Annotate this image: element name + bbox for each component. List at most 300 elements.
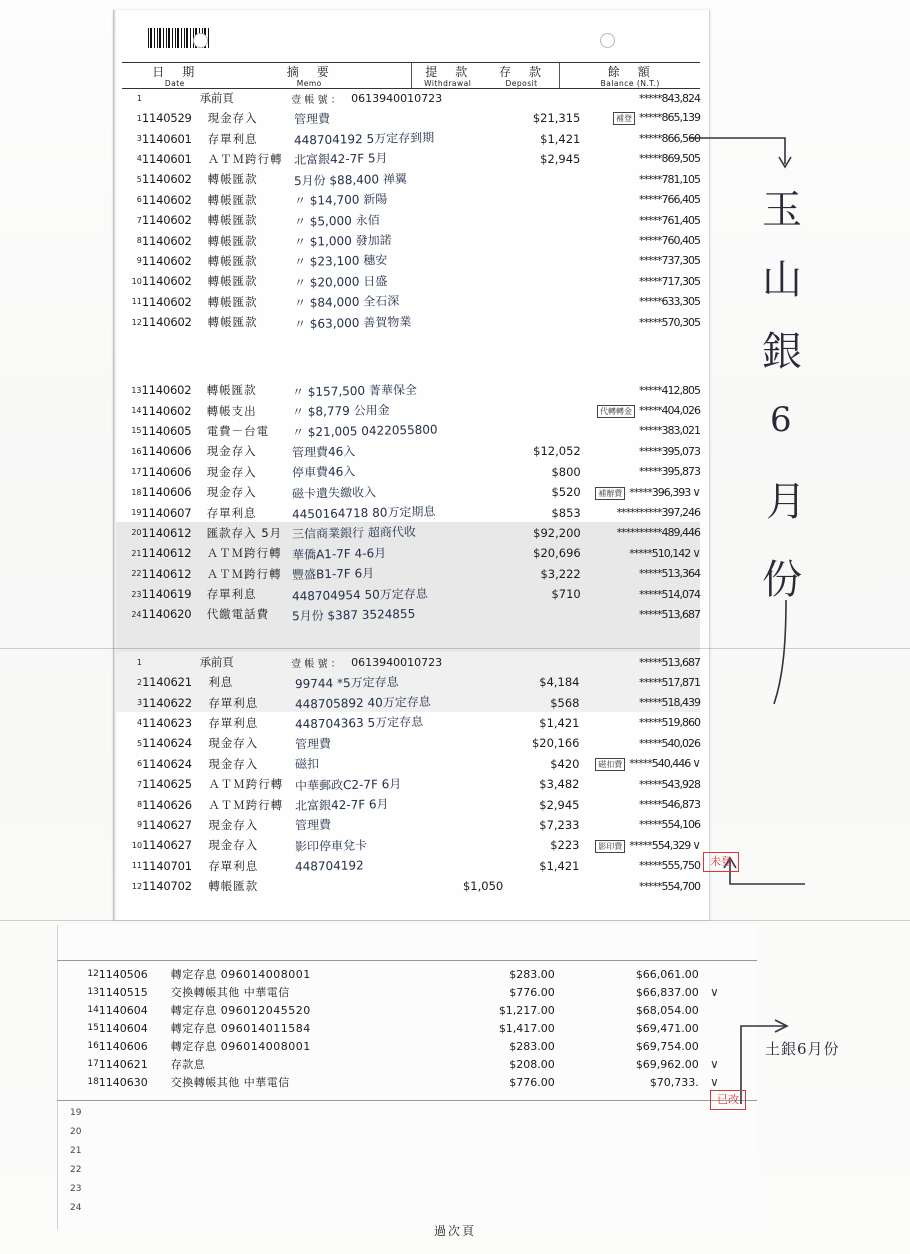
cell-withdrawal bbox=[438, 462, 506, 482]
cell-withdrawal bbox=[431, 835, 503, 855]
cell-balance: 補辦費 *****396,393 ∨ bbox=[581, 482, 700, 502]
cell-memo: 現金存入 bbox=[206, 464, 257, 479]
cell-date: 1140601 bbox=[141, 151, 192, 166]
statement-empty-row-number: 19 bbox=[70, 1108, 82, 1118]
cell-handwritten-note: 〃 $63,000 善賀物業 bbox=[293, 314, 411, 331]
row-number: 22 bbox=[131, 569, 142, 579]
cell-withdrawal bbox=[434, 169, 505, 189]
cell-date: 1140529 bbox=[141, 111, 192, 126]
table-row bbox=[122, 251, 700, 271]
cell-date: 1140602 bbox=[141, 315, 192, 330]
memo-stamp: 影印費 bbox=[595, 840, 625, 853]
cell-withdrawal bbox=[431, 672, 503, 692]
passbook-header-table bbox=[122, 62, 700, 89]
cell-date: 1140606 bbox=[141, 444, 192, 459]
cell-deposit bbox=[505, 190, 581, 210]
cell-balance: **********489,446 bbox=[616, 526, 700, 540]
table-row bbox=[122, 462, 700, 482]
cell-amount: $283.00 bbox=[509, 1039, 555, 1053]
cell-deposit: $2,945 bbox=[540, 151, 581, 166]
cell-withdrawal bbox=[434, 312, 505, 332]
cell-withdrawal: $1,050 bbox=[462, 879, 504, 894]
cell-balance: *****513,687 bbox=[639, 607, 700, 621]
row-number: 12 bbox=[131, 881, 143, 891]
statement-empty-row-number: 21 bbox=[70, 1146, 82, 1156]
statement-bottom-rule bbox=[57, 1100, 757, 1101]
cell-date: 1140602 bbox=[141, 213, 192, 228]
table-row bbox=[122, 835, 700, 855]
carry-forward-account-label: 壹 帳 號 ： bbox=[291, 94, 341, 106]
table-row bbox=[122, 380, 700, 400]
cell-memo: ＡＴＭ跨行轉 bbox=[206, 546, 282, 561]
table-row bbox=[122, 564, 700, 584]
check-mark: ∨ bbox=[692, 756, 700, 771]
cell-memo: 現金存入 bbox=[206, 444, 257, 459]
header-date: 日 期 Date bbox=[142, 63, 208, 89]
passbook-rows-lower bbox=[122, 672, 700, 896]
cell-date: 1140602 bbox=[141, 403, 192, 418]
cell-memo: 現金存入 bbox=[208, 736, 259, 751]
cell-memo: 轉帳匯款 bbox=[207, 172, 258, 187]
cell-balance: $66,837.00 bbox=[635, 985, 699, 999]
cell-date: 1140612 bbox=[141, 546, 192, 561]
check-mark bbox=[699, 1001, 730, 1019]
row-number: 13 bbox=[131, 385, 142, 395]
cell-date: 1140622 bbox=[142, 695, 192, 710]
annotation-char-3: 銀 bbox=[762, 329, 802, 375]
cell-balance: *****543,928 bbox=[639, 777, 700, 791]
annotation-small-label: 土銀6月份 bbox=[765, 1040, 840, 1058]
row-number: 11 bbox=[131, 861, 143, 871]
row-number: 4 bbox=[136, 718, 143, 728]
cell-deposit: $2,945 bbox=[539, 797, 580, 812]
table-row bbox=[122, 672, 700, 692]
passbook-column-headers bbox=[122, 63, 700, 89]
carry-forward-balance-2: *****513,687 bbox=[639, 655, 700, 669]
row-number: 10 bbox=[131, 276, 142, 286]
cell-date: 1140624 bbox=[142, 756, 192, 771]
cell-withdrawal bbox=[438, 604, 506, 624]
cell-deposit bbox=[503, 876, 579, 896]
row-number: 9 bbox=[136, 820, 143, 830]
cell-deposit bbox=[506, 380, 581, 400]
table-row bbox=[122, 815, 700, 835]
table-row bbox=[70, 1073, 730, 1091]
cell-handwritten-note: 停車費46入 bbox=[292, 464, 356, 480]
cell-balance: 影印費 *****554,329 ∨ bbox=[580, 835, 701, 855]
cell-balance: *****514,074 bbox=[639, 587, 700, 601]
cell-date: 1140604 bbox=[98, 1021, 148, 1035]
cell-handwritten-note: 〃 $1,000 發加諾 bbox=[293, 233, 392, 250]
cell-balance: $69,962.00 bbox=[635, 1057, 699, 1071]
header-spacer bbox=[122, 63, 142, 89]
row-number: 20 bbox=[131, 528, 142, 538]
cell-date: 1140621 bbox=[142, 675, 192, 690]
cell-deposit: $12,052 bbox=[533, 444, 581, 459]
cell-date: 1140612 bbox=[141, 525, 192, 540]
row-number: 18 bbox=[131, 487, 142, 497]
row-number: 24 bbox=[131, 609, 142, 619]
cell-deposit: $710 bbox=[551, 587, 581, 602]
row-number: 8 bbox=[136, 236, 142, 246]
cell-withdrawal bbox=[438, 502, 506, 522]
table-row bbox=[122, 312, 700, 332]
table-row bbox=[122, 604, 700, 624]
row-number: 14 bbox=[131, 406, 142, 416]
cell-handwritten-note: 〃 $23,100 穗安 bbox=[293, 253, 387, 270]
punch-hole-left bbox=[193, 33, 208, 48]
cell-deposit bbox=[505, 271, 581, 291]
cell-memo: 現金存入 bbox=[208, 756, 259, 771]
cell-memo: 交換轉帳其他 中華電信 bbox=[170, 986, 290, 999]
cell-balance: $69,471.00 bbox=[635, 1021, 699, 1035]
table-row bbox=[122, 190, 700, 210]
cell-withdrawal bbox=[431, 794, 503, 814]
statement-empty-row-number: 23 bbox=[70, 1184, 82, 1194]
cell-date: 1140623 bbox=[142, 715, 192, 730]
header-balance: 餘 額 Balance (N.T.) bbox=[560, 63, 700, 89]
row-number: 18 bbox=[87, 1077, 99, 1087]
row-number: 4 bbox=[136, 154, 142, 164]
cell-withdrawal bbox=[438, 482, 506, 502]
cell-date: 1140602 bbox=[141, 274, 192, 289]
header-withdrawal: 提 款 Withdrawal bbox=[411, 63, 483, 89]
row-number: 2 bbox=[136, 677, 143, 687]
table-row bbox=[122, 108, 700, 128]
row-number: 15 bbox=[87, 1023, 99, 1033]
memo-stamp: 代轉轉金 bbox=[597, 405, 635, 418]
cell-handwritten-note: 〃 $8,779 公用金 bbox=[292, 403, 390, 420]
table-row bbox=[122, 230, 700, 250]
cell-date: 1140624 bbox=[142, 736, 192, 751]
table-row bbox=[122, 584, 700, 604]
cell-deposit: $420 bbox=[550, 756, 580, 771]
cell-memo: 存單利息 bbox=[208, 858, 259, 873]
cell-date: 1140602 bbox=[141, 192, 192, 207]
cell-withdrawal bbox=[438, 523, 506, 543]
annotation-char-5: 月 bbox=[766, 479, 806, 525]
cell-handwritten-note: 〃 $21,005 0422055800 bbox=[292, 422, 438, 440]
cell-balance: $68,054.00 bbox=[635, 1003, 699, 1017]
cell-deposit: $92,200 bbox=[533, 525, 581, 540]
cell-date: 1140621 bbox=[98, 1057, 148, 1071]
cell-date: 1140626 bbox=[142, 797, 192, 812]
carry-forward-account-label-2: 壹 帳 號 ： bbox=[291, 658, 341, 670]
table-row bbox=[122, 421, 700, 441]
cell-withdrawal bbox=[434, 149, 505, 169]
cell-balance: *****766,405 bbox=[639, 193, 700, 207]
table-row bbox=[122, 543, 700, 563]
cell-withdrawal bbox=[434, 128, 505, 148]
cell-balance: 磁扣費 *****540,446 ∨ bbox=[580, 754, 701, 774]
carry-forward-account-no-2: 0613940010723 bbox=[351, 655, 443, 669]
cell-deposit bbox=[506, 421, 581, 441]
row-number: 3 bbox=[136, 134, 142, 144]
cell-handwritten-note: 管理費46入 bbox=[292, 444, 356, 460]
row-number: 23 bbox=[131, 589, 142, 599]
cell-date: 1140627 bbox=[142, 838, 192, 853]
cell-memo: ＡＴＭ跨行轉 bbox=[208, 797, 284, 812]
table-row bbox=[122, 692, 700, 712]
cell-date: 1140702 bbox=[142, 879, 192, 894]
row-number: 15 bbox=[131, 426, 142, 436]
cell-withdrawal bbox=[434, 210, 505, 230]
cell-amount: $776.00 bbox=[509, 985, 555, 999]
cell-memo: 現金存入 bbox=[206, 485, 257, 500]
row-number: 11 bbox=[131, 297, 142, 307]
cell-withdrawal bbox=[431, 856, 503, 876]
row-number: 12 bbox=[87, 969, 99, 979]
cell-withdrawal bbox=[438, 441, 506, 461]
cell-deposit: $1,421 bbox=[540, 131, 581, 146]
cell-deposit bbox=[506, 400, 581, 420]
footer-note: 過次頁 bbox=[433, 1224, 476, 1238]
cell-balance: *****866,560 bbox=[639, 132, 700, 146]
cell-memo: 轉帳匯款 bbox=[207, 253, 258, 268]
cell-deposit: $1,421 bbox=[539, 715, 580, 730]
cell-date: 1140627 bbox=[142, 817, 192, 832]
row-number: 1 bbox=[136, 93, 142, 103]
cell-balance: *****555,750 bbox=[639, 859, 700, 873]
cell-handwritten-note: 448704954 50万定存息 bbox=[292, 586, 429, 604]
cell-memo: 轉定存息 096012045520 bbox=[170, 1004, 311, 1017]
cell-memo: 存單利息 bbox=[206, 587, 257, 602]
cell-handwritten-note: 448704192 bbox=[294, 857, 364, 874]
row-number: 7 bbox=[136, 215, 142, 225]
memo-stamp: 補登 bbox=[613, 112, 635, 125]
cell-date: 1140602 bbox=[141, 172, 192, 187]
cell-deposit: $853 bbox=[551, 505, 581, 520]
row-number: 3 bbox=[136, 698, 143, 708]
statement-empty-row-number: 22 bbox=[70, 1165, 82, 1175]
table-row bbox=[70, 1001, 730, 1019]
cell-balance: *****760,405 bbox=[639, 234, 700, 248]
table-row bbox=[122, 876, 700, 896]
cell-balance: 補登 *****865,139 bbox=[580, 108, 700, 128]
cell-deposit bbox=[505, 210, 581, 230]
cell-balance: $69,754.00 bbox=[635, 1039, 699, 1053]
cell-withdrawal bbox=[438, 421, 506, 441]
annotation-char-1: 玉 bbox=[762, 187, 802, 233]
cell-withdrawal bbox=[431, 713, 503, 733]
cell-balance: *****383,021 bbox=[639, 424, 700, 438]
cell-balance: *****540,026 bbox=[639, 736, 700, 750]
cell-amount: $776.00 bbox=[509, 1075, 555, 1089]
cell-memo: 轉帳匯款 bbox=[206, 383, 257, 398]
cell-date: 1140605 bbox=[141, 423, 192, 438]
carry-forward-label-2: 承前頁 bbox=[199, 655, 234, 670]
red-stamp-unposted: 未登 bbox=[703, 852, 739, 872]
table-row bbox=[122, 502, 700, 522]
cell-date: 1140602 bbox=[141, 294, 192, 309]
cell-date: 1140606 bbox=[98, 1039, 148, 1053]
cell-balance: **********397,246 bbox=[616, 506, 700, 520]
row-number: 17 bbox=[131, 467, 142, 477]
cell-withdrawal bbox=[438, 564, 506, 584]
cell-deposit bbox=[505, 312, 581, 332]
carry-forward-account-no: 0613940010723 bbox=[351, 91, 443, 105]
cell-memo: 存款息 bbox=[170, 1058, 206, 1071]
cell-balance: *****395,073 bbox=[639, 444, 700, 458]
cell-balance: *****518,439 bbox=[639, 696, 700, 710]
cell-memo: ＡＴＭ跨行轉 bbox=[206, 566, 282, 581]
cell-handwritten-note: 北富銀42-7F 6月 bbox=[294, 797, 389, 814]
row-number: 16 bbox=[87, 1041, 99, 1051]
table-row bbox=[70, 1019, 730, 1037]
cell-deposit: $520 bbox=[551, 485, 581, 500]
cell-balance: *****869,505 bbox=[639, 152, 700, 166]
row-number: 9 bbox=[136, 256, 142, 266]
check-mark: ∨ bbox=[710, 1075, 719, 1089]
cell-withdrawal bbox=[434, 190, 505, 210]
cell-handwritten-note: 99744 *5万定存息 bbox=[294, 674, 399, 691]
passbook-rows-middle bbox=[122, 380, 700, 625]
cell-memo: 轉定存息 096014008001 bbox=[170, 968, 311, 981]
cell-deposit: $1,421 bbox=[539, 858, 580, 873]
row-number: 12 bbox=[131, 317, 142, 327]
row-number: 16 bbox=[131, 446, 142, 456]
cell-balance: *****395,873 bbox=[639, 465, 700, 479]
cell-withdrawal bbox=[431, 815, 503, 835]
check-mark: ∨ bbox=[692, 837, 700, 852]
carry-forward-row-1 bbox=[122, 88, 700, 108]
cell-balance: *****717,305 bbox=[639, 274, 700, 288]
red-stamp-corrected: 已改 bbox=[710, 1090, 746, 1110]
cell-handwritten-note: 〃 $20,000 日盛 bbox=[293, 273, 387, 290]
cell-deposit bbox=[505, 169, 581, 189]
cell-balance: *****546,873 bbox=[639, 798, 700, 812]
header-deposit: 存 款 Deposit bbox=[484, 63, 560, 89]
cell-withdrawal bbox=[434, 251, 505, 271]
cell-deposit: $3,222 bbox=[540, 566, 581, 581]
cell-date: 1140701 bbox=[142, 858, 192, 873]
cell-amount: $1,217.00 bbox=[498, 1003, 555, 1017]
cell-amount: $283.00 bbox=[509, 967, 555, 981]
cell-memo: 轉帳支出 bbox=[206, 403, 257, 418]
check-mark: ∨ bbox=[692, 484, 700, 499]
cell-handwritten-note: 管理費 bbox=[294, 818, 331, 833]
cell-handwritten-note: 華僑A1-7F 4-6月 bbox=[292, 545, 387, 562]
row-number: 21 bbox=[131, 548, 142, 558]
table-row bbox=[122, 128, 700, 148]
cell-date: 1140620 bbox=[141, 607, 192, 622]
table-row bbox=[122, 794, 700, 814]
cell-withdrawal bbox=[434, 230, 505, 250]
cell-deposit bbox=[505, 251, 581, 271]
cell-memo: 轉定存息 096014011584 bbox=[170, 1022, 311, 1035]
row-number: 5 bbox=[136, 738, 143, 748]
cell-balance: *****570,305 bbox=[639, 315, 700, 329]
cell-deposit: $3,482 bbox=[539, 777, 580, 792]
cell-deposit: $7,233 bbox=[539, 817, 580, 832]
cell-balance: *****517,871 bbox=[639, 675, 700, 689]
cell-memo: 轉帳匯款 bbox=[207, 294, 258, 309]
cell-withdrawal bbox=[431, 733, 503, 753]
cell-handwritten-note: 豐盛B1-7F 6月 bbox=[292, 566, 375, 583]
cell-balance: *****513,364 bbox=[639, 567, 700, 581]
row-number: 5 bbox=[136, 174, 142, 184]
cell-balance: 代轉轉金 *****404,026 bbox=[581, 400, 700, 420]
memo-stamp: 補辦費 bbox=[595, 487, 625, 500]
cell-handwritten-note: 5月份 $88,400 禅翼 bbox=[293, 171, 407, 189]
cell-handwritten-note: 448705892 40万定存息 bbox=[294, 694, 431, 712]
cell-handwritten-note: 〃 $5,000 永佰 bbox=[293, 212, 380, 229]
table-row bbox=[122, 754, 700, 774]
cell-memo: 存單利息 bbox=[206, 505, 257, 520]
cell-deposit bbox=[505, 230, 581, 250]
cell-amount: $1,417.00 bbox=[498, 1021, 555, 1035]
cell-balance: *****510,142 ∨ bbox=[629, 546, 700, 561]
annotation-long-stroke bbox=[772, 600, 812, 710]
cell-memo: 現金存入 bbox=[208, 817, 259, 832]
cell-withdrawal bbox=[434, 108, 505, 128]
table-row bbox=[122, 169, 700, 189]
cell-handwritten-note: 448704363 5万定存息 bbox=[294, 715, 423, 732]
cell-balance: *****781,105 bbox=[639, 172, 700, 186]
cell-memo: 電費－台電 bbox=[206, 423, 270, 438]
cell-memo: 交換轉帳其他 中華電信 bbox=[170, 1076, 290, 1089]
statement-rows bbox=[70, 965, 730, 1091]
cell-handwritten-note: 中華郵政C2-7F 6月 bbox=[294, 776, 402, 793]
cell-deposit: $4,184 bbox=[539, 675, 580, 690]
cell-memo: 轉帳匯款 bbox=[207, 315, 258, 330]
table-row bbox=[122, 774, 700, 794]
check-mark bbox=[699, 965, 730, 983]
table-row bbox=[70, 965, 730, 983]
cell-balance: *****554,106 bbox=[639, 818, 700, 832]
row-number: 8 bbox=[136, 800, 143, 810]
cell-deposit: $20,696 bbox=[533, 546, 581, 561]
table-row bbox=[122, 292, 700, 312]
check-mark: ∨ bbox=[710, 985, 719, 999]
page-fold-line-2 bbox=[0, 920, 910, 921]
carry-forward-balance: *****843,824 bbox=[639, 91, 700, 105]
table-row bbox=[70, 1037, 730, 1055]
cell-deposit bbox=[506, 604, 581, 624]
memo-stamp: 磁扣費 bbox=[595, 758, 625, 771]
table-row bbox=[122, 482, 700, 502]
annotation-char-4: 6 bbox=[770, 400, 792, 440]
statement-top-rule bbox=[57, 960, 757, 961]
cell-date: 1140506 bbox=[98, 967, 148, 981]
cell-deposit: $568 bbox=[550, 695, 580, 710]
cell-handwritten-note: 三信商業銀行 超商代收 bbox=[292, 525, 417, 542]
cell-handwritten-note: 5月份 $387 3524855 bbox=[292, 606, 416, 624]
table-row bbox=[122, 733, 700, 753]
annotation-arrow-1 bbox=[690, 130, 800, 170]
cell-date: 1140612 bbox=[141, 566, 192, 581]
cell-memo: 利息 bbox=[208, 675, 234, 690]
cell-memo: 轉帳匯款 bbox=[208, 879, 259, 894]
table-row bbox=[122, 149, 700, 169]
check-mark: ∨ bbox=[692, 546, 700, 561]
cell-balance: *****633,305 bbox=[639, 295, 700, 309]
row-number: 13 bbox=[87, 987, 99, 997]
cell-memo: 存單利息 bbox=[208, 715, 259, 730]
cell-balance: *****519,860 bbox=[639, 716, 700, 730]
cell-handwritten-note bbox=[295, 876, 431, 896]
cell-handwritten-note: 管理費 bbox=[293, 111, 330, 127]
cell-withdrawal bbox=[438, 543, 506, 563]
cell-deposit: $800 bbox=[551, 464, 581, 479]
cell-handwritten-note: 4450164718 80万定期息 bbox=[292, 504, 436, 522]
cell-date: 1140602 bbox=[141, 383, 192, 398]
cell-balance: $66,061.00 bbox=[635, 967, 699, 981]
cell-withdrawal bbox=[438, 400, 506, 420]
cell-date: 1140607 bbox=[141, 505, 192, 520]
row-number: 6 bbox=[136, 759, 143, 769]
row-number: 1 bbox=[136, 113, 142, 123]
